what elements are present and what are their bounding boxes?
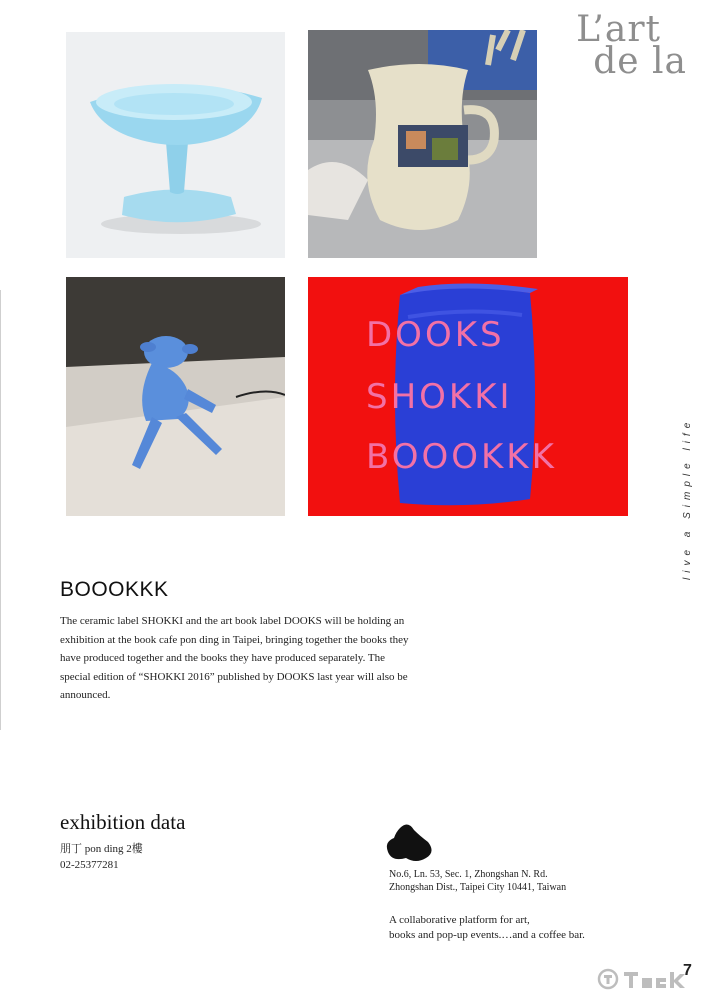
side-tagline: live a Simple life <box>682 417 693 580</box>
page-number: 7 <box>683 962 692 979</box>
article-title: BOOOKKK <box>60 578 169 601</box>
address-line-2: Zhongshan Dist., Taipei City 10441, Taiwan <box>389 882 567 893</box>
photo-ceramic-vase <box>308 30 537 258</box>
left-divider <box>0 290 1 730</box>
photo-blue-animal-figure <box>66 277 285 516</box>
exhibition-phone: 02-25377281 <box>60 859 119 871</box>
poster-line-2: SHOKKI <box>366 377 513 417</box>
exhibition-title: exhibition data <box>60 810 186 834</box>
header-title-line-2: de la <box>593 41 687 82</box>
article-body: The ceramic label SHOKKI and the art book label DOOKS will be holding an exhibition at the book cafe pon ding in Taipei, bringing together the books they have produced together and the books they have produced separately. The special edition of “SHOKKI 2016” published by DOOKS last year will also be announced. <box>60 615 409 701</box>
exhibition-venue: 朋丁 pon ding 2樓 <box>60 843 143 855</box>
address-line-1: No.6, Ln. 53, Sec. 1, Zhongshan N. Rd. <box>389 869 548 880</box>
poster-line-3: BOOOKKK <box>366 437 557 477</box>
blob-logo-icon <box>386 822 432 862</box>
venue-description-line-1: A collaborative platform for art, <box>389 914 530 926</box>
poster-line-1: DOOKS <box>366 315 505 355</box>
venue-description-line-2: books and pop-up events.…and a coffee bar. <box>389 929 585 941</box>
photo-ceramic-bowl <box>66 32 285 258</box>
header-title-line-1: L’art <box>576 9 661 50</box>
poster-dooks-shokki <box>308 277 628 516</box>
watermark-logo-icon <box>597 966 693 992</box>
